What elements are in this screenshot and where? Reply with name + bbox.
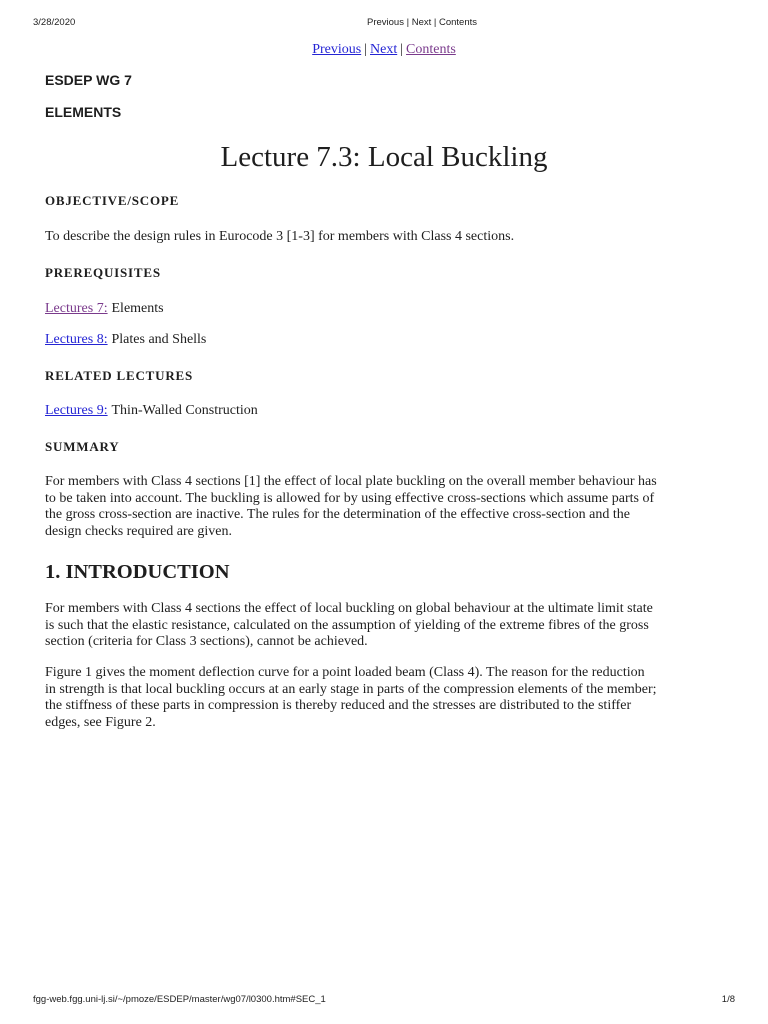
top-nav [0, 41, 768, 58]
summary-heading: SUMMARY [45, 439, 120, 454]
objective-text: To describe the design rules in Eurocode 3 [1-3] for members with Class 4 sections. [45, 229, 515, 244]
prerequisite-item [45, 300, 164, 317]
paragraph-line: is such that the elastic resistance, calculated on the assumption of yielding of the extreme fibres of the gross [45, 617, 649, 633]
prerequisite-item-text: Elements [111, 301, 164, 316]
prerequisites-heading: PREREQUISITES [45, 265, 161, 280]
objective-heading: OBJECTIVE/SCOPE [45, 193, 180, 208]
paragraph-line: Figure 1 gives the moment deflection curve for a point loaded beam (Class 4). The reason for the reduction [45, 665, 645, 680]
introduction-heading: 1. INTRODUCTION [45, 561, 230, 583]
related-lecture-item-text: Thin-Walled Construction [111, 403, 258, 418]
paragraph-line: edges, see Figure 2. [45, 714, 156, 730]
introduction-paragraph-1 [45, 601, 653, 651]
summary-line: design checks required are given. [45, 523, 232, 539]
print-title: Previous | Next | Contents [367, 17, 478, 28]
contents-link[interactable]: Contents [406, 42, 456, 57]
prerequisite-item-text: Plates and Shells [111, 332, 207, 347]
paragraph-line: section (criteria for Class 3 sections), cannot be achieved. [45, 634, 368, 650]
summary-line: For members with Class 4 sections [1] the effect of local plate buckling on the overall member behaviour has [45, 474, 657, 489]
prerequisite-item [45, 331, 206, 348]
related-lectures-heading: RELATED LECTURES [45, 368, 194, 383]
print-date: 3/28/2020 [33, 17, 76, 28]
nav-separator: | [400, 42, 404, 57]
introduction-paragraph-2 [45, 665, 657, 731]
lectures-7-link[interactable]: Lectures 7: [45, 301, 108, 316]
summary-paragraph [45, 474, 657, 540]
group-label: ELEMENTS [45, 104, 122, 120]
lectures-9-link[interactable]: Lectures 9: [45, 403, 108, 418]
nav-separator: | [364, 42, 367, 57]
paragraph-line: the stiffness of these parts in compression is thereby reduced and the stresses are distributed to the stiffer [45, 698, 632, 714]
previous-link[interactable]: Previous [312, 42, 362, 57]
lectures-8-link[interactable]: Lectures 8: [45, 332, 108, 347]
series-label: ESDEP WG 7 [45, 72, 132, 88]
related-lecture-item [45, 402, 258, 419]
summary-line: the gross cross-section are inactive. The rules for the determination of the effective cross-section and the [45, 507, 630, 523]
paragraph-line: in strength is that local buckling occurs at an early stage in parts of the compression elements of the member; [45, 681, 657, 697]
page-title: Lecture 7.3: Local Buckling [220, 141, 548, 173]
next-link[interactable]: Next [370, 42, 398, 57]
print-url: fgg-web.fgg.uni-lj.si/~/pmoze/ESDEP/master/wg07/l0300.htm#SEC_1 [33, 994, 326, 1005]
print-page-number: 1/8 [721, 994, 735, 1005]
paragraph-line: For members with Class 4 sections the effect of local buckling on global behaviour at the ultimate limit state [45, 601, 653, 616]
summary-line: to be taken into account. The buckling is allowed for by using effective cross-sections which assume parts of [45, 490, 655, 506]
